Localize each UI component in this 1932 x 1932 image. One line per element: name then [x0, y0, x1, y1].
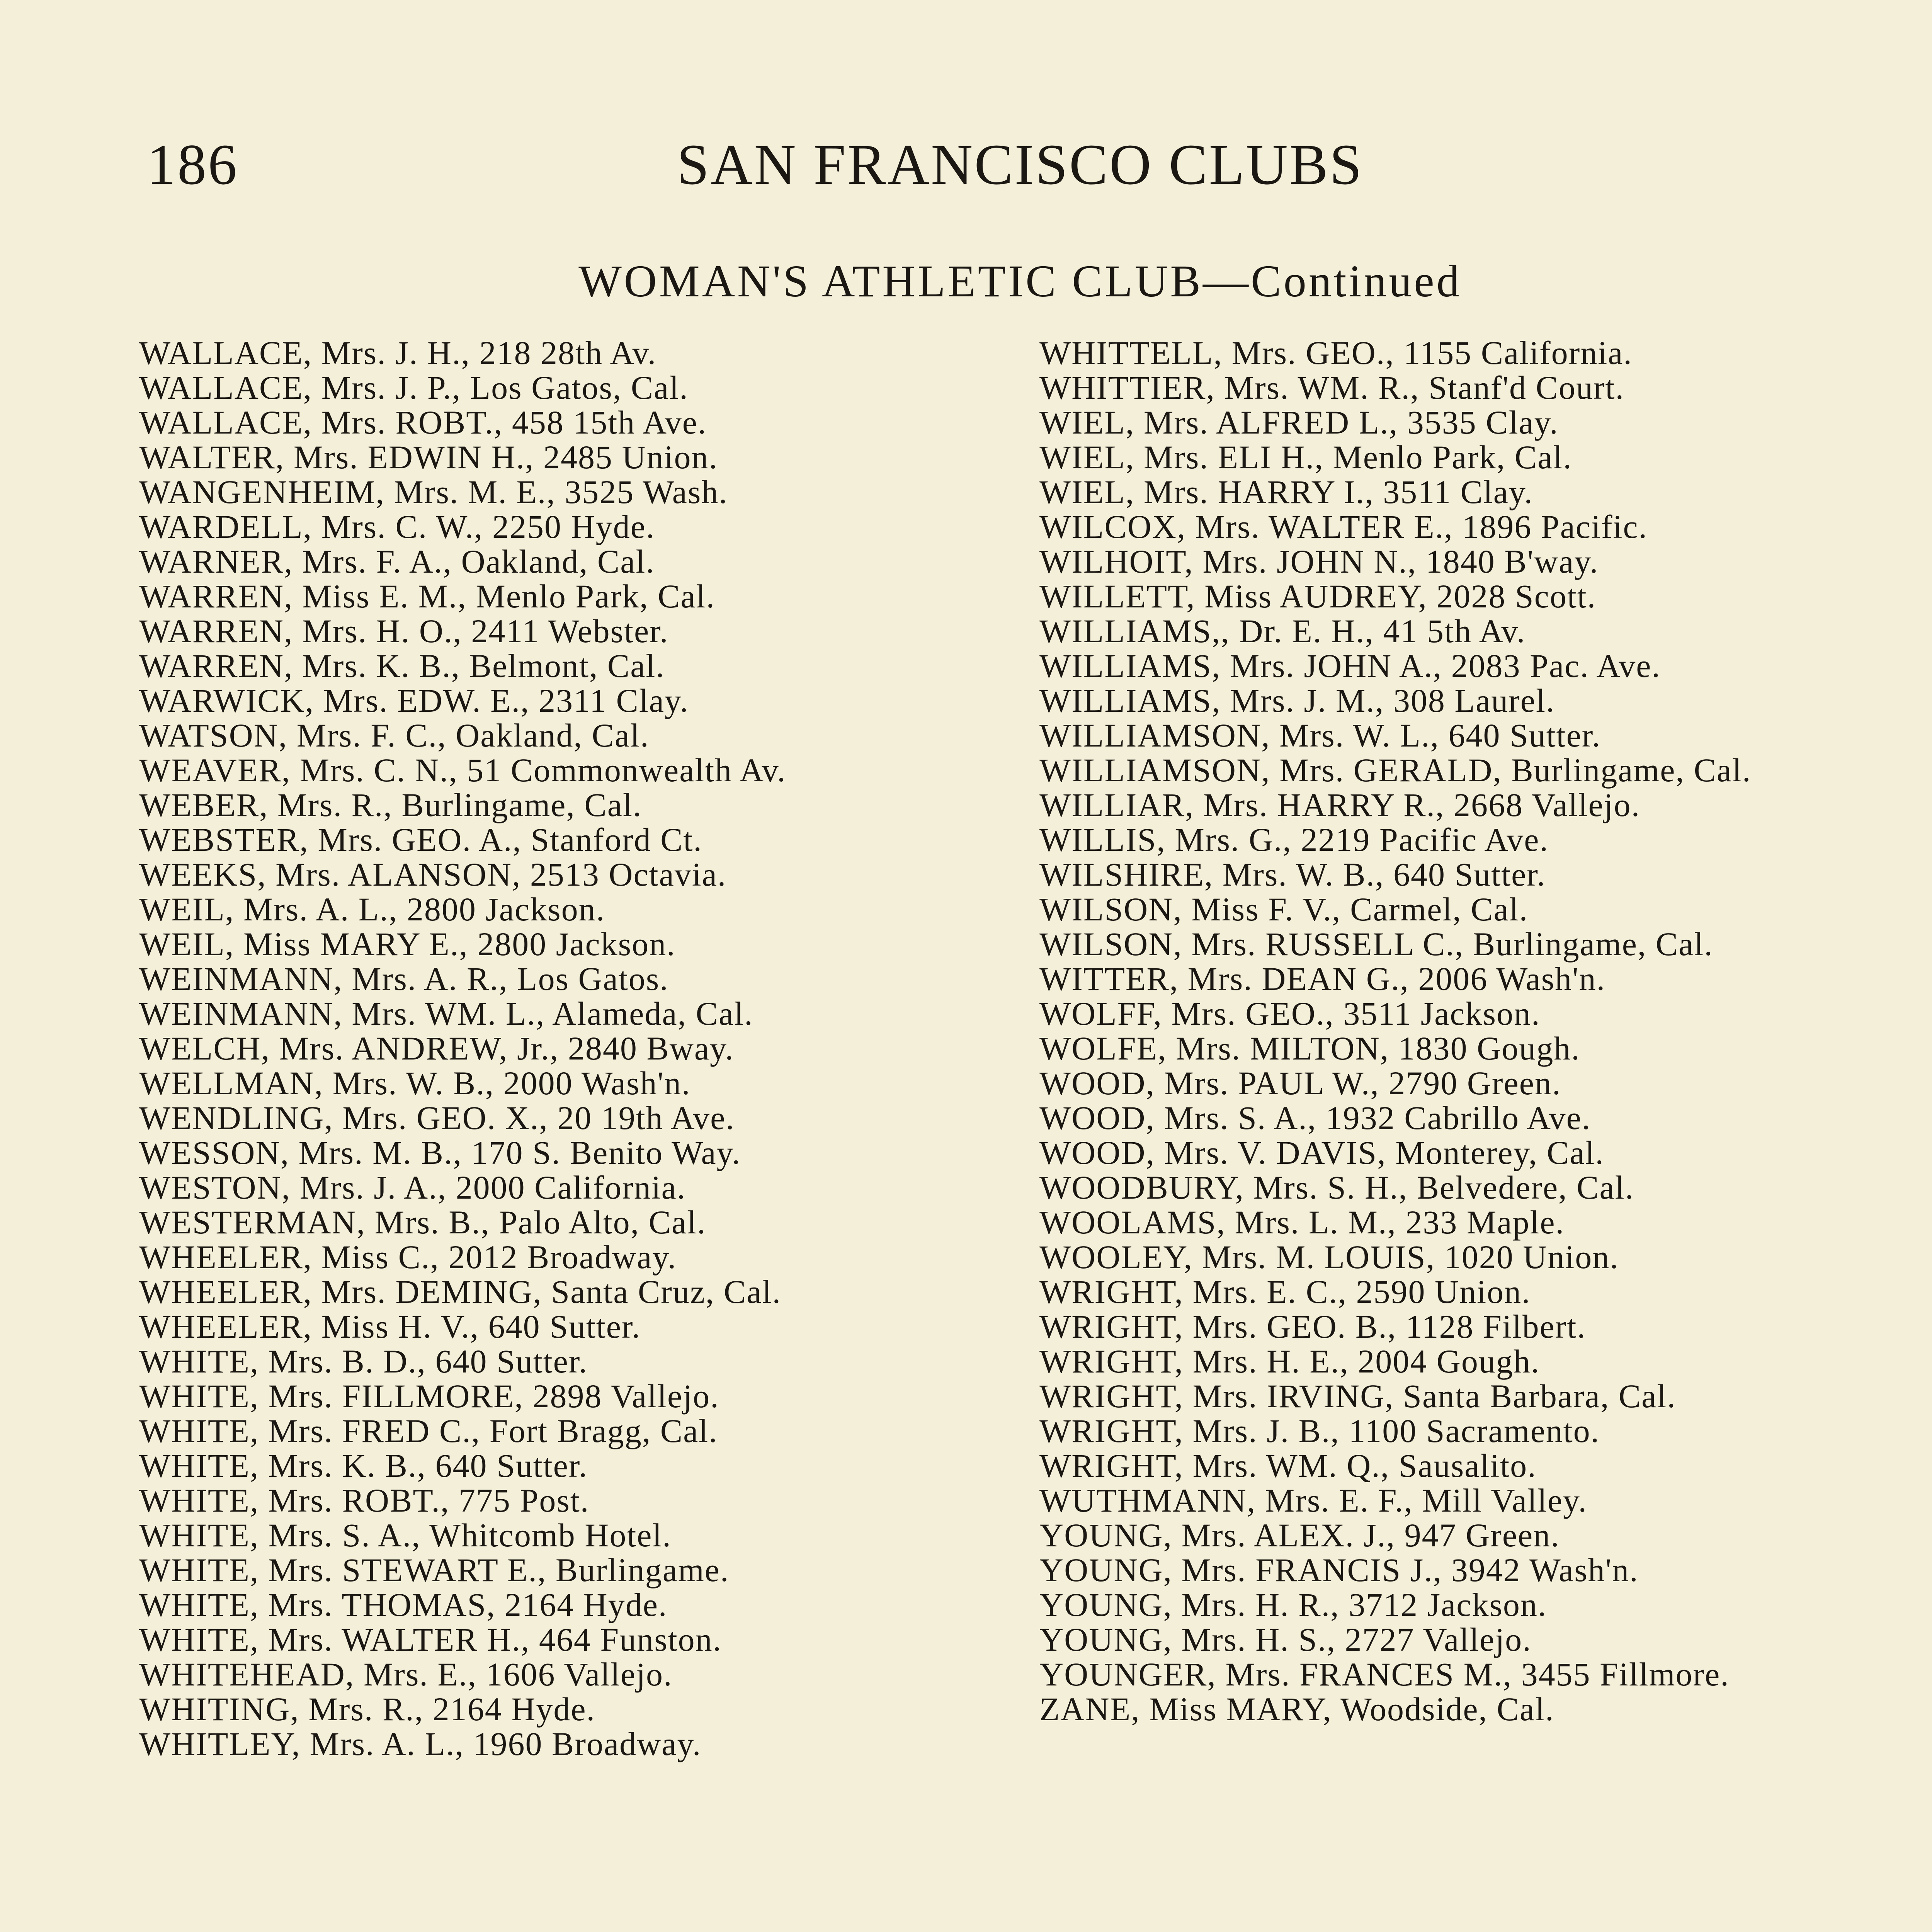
member-entry: WELCH, Mrs. ANDREW, Jr., 2840 Bway. — [139, 1030, 734, 1067]
member-entry: YOUNGER, Mrs. FRANCES M., 3455 Fillmore. — [1039, 1656, 1730, 1693]
member-entry: WRIGHT, Mrs. J. B., 1100 Sacramento. — [1039, 1412, 1600, 1449]
member-entry: WARREN, Mrs. H. O., 2411 Webster. — [139, 612, 669, 650]
member-entry: WALTER, Mrs. EDWIN H., 2485 Union. — [139, 439, 718, 476]
member-entry: WRIGHT, Mrs. E. C., 2590 Union. — [1039, 1273, 1531, 1310]
member-entry: WILHOIT, Mrs. JOHN N., 1840 B'way. — [1039, 543, 1599, 580]
member-entry: WHITE, Mrs. ROBT., 775 Post. — [139, 1482, 590, 1519]
member-entry: WHEELER, Mrs. DEMING, Santa Cruz, Cal. — [139, 1273, 781, 1310]
member-entry: WHITE, Mrs. FRED C., Fort Bragg, Cal. — [139, 1412, 718, 1449]
member-entry: WOLFE, Mrs. MILTON, 1830 Gough. — [1039, 1030, 1580, 1067]
member-entry: WALLACE, Mrs. ROBT., 458 15th Ave. — [139, 404, 707, 441]
member-entry: WOOD, Mrs. V. DAVIS, Monterey, Cal. — [1039, 1134, 1604, 1171]
member-entry: WARNER, Mrs. F. A., Oakland, Cal. — [139, 543, 655, 580]
member-entry: WOLFF, Mrs. GEO., 3511 Jackson. — [1039, 995, 1541, 1032]
member-entry: WILLIS, Mrs. G., 2219 Pacific Ave. — [1039, 821, 1549, 858]
member-entry: WHITE, Mrs. STEWART E., Burlingame. — [139, 1551, 730, 1588]
member-entry: WHITLEY, Mrs. A. L., 1960 Broadway. — [139, 1725, 702, 1762]
members-column-right — [1039, 336, 1889, 1727]
page-number: 186 — [147, 133, 238, 197]
member-entry: WOOD, Mrs. PAUL W., 2790 Green. — [1039, 1065, 1561, 1102]
member-entry: WHITING, Mrs. R., 2164 Hyde. — [139, 1690, 596, 1728]
member-entry: WARREN, Miss E. M., Menlo Park, Cal. — [139, 578, 715, 615]
member-entry: WILLETT, Miss AUDREY, 2028 Scott. — [1039, 578, 1597, 615]
member-entry: WRIGHT, Mrs. GEO. B., 1128 Filbert. — [1039, 1308, 1586, 1345]
member-entry: YOUNG, Mrs. ALEX. J., 947 Green. — [1039, 1517, 1560, 1554]
member-entry: WHITE, Mrs. FILLMORE, 2898 Vallejo. — [139, 1378, 719, 1415]
member-entry: WILCOX, Mrs. WALTER E., 1896 Pacific. — [1039, 508, 1648, 545]
member-entry: WHITE, Mrs. K. B., 640 Sutter. — [139, 1447, 588, 1484]
member-entry: WEINMANN, Mrs. A. R., Los Gatos. — [139, 960, 669, 997]
member-entry: WILLIAMS, Mrs. JOHN A., 2083 Pac. Ave. — [1039, 647, 1661, 684]
member-entry: WESTERMAN, Mrs. B., Palo Alto, Cal. — [139, 1204, 706, 1241]
member-entry: WOODBURY, Mrs. S. H., Belvedere, Cal. — [1039, 1169, 1634, 1206]
member-entry: WESSON, Mrs. M. B., 170 S. Benito Way. — [139, 1134, 741, 1171]
member-entry: WEIL, Mrs. A. L., 2800 Jackson. — [139, 891, 605, 928]
member-entry: WILLIAMSON, Mrs. W. L., 640 Sutter. — [1039, 717, 1601, 754]
member-entry: WHITE, Mrs. THOMAS, 2164 Hyde. — [139, 1586, 668, 1623]
member-entry: WEAVER, Mrs. C. N., 51 Commonwealth Av. — [139, 752, 786, 789]
member-entry: WHITTELL, Mrs. GEO., 1155 California. — [1039, 334, 1633, 371]
member-entry: WARDELL, Mrs. C. W., 2250 Hyde. — [139, 508, 655, 545]
member-entry: ZANE, Miss MARY, Woodside, Cal. — [1039, 1690, 1554, 1728]
member-entry: WIEL, Mrs. ELI H., Menlo Park, Cal. — [1039, 439, 1572, 476]
member-entry: WEINMANN, Mrs. WM. L., Alameda, Cal. — [139, 995, 753, 1032]
member-entry: WHITEHEAD, Mrs. E., 1606 Vallejo. — [139, 1656, 673, 1693]
member-entry: WIEL, Mrs. ALFRED L., 3535 Clay. — [1039, 404, 1559, 441]
running-head: SAN FRANCISCO CLUBS — [677, 133, 1364, 197]
member-entry: WHITTIER, Mrs. WM. R., Stanf'd Court. — [1039, 369, 1624, 406]
member-entry: WARWICK, Mrs. EDW. E., 2311 Clay. — [139, 682, 689, 719]
member-entry: WOOLEY, Mrs. M. LOUIS, 1020 Union. — [1039, 1238, 1619, 1276]
member-entry: WEBER, Mrs. R., Burlingame, Cal. — [139, 786, 642, 823]
member-entry: WILLIAMSON, Mrs. GERALD, Burlingame, Cal. — [1039, 752, 1752, 789]
member-entry: WELLMAN, Mrs. W. B., 2000 Wash'n. — [139, 1065, 691, 1102]
member-entry: WENDLING, Mrs. GEO. X., 20 19th Ave. — [139, 1099, 735, 1136]
member-entry: WIEL, Mrs. HARRY I., 3511 Clay. — [1039, 473, 1533, 510]
member-entry: WHITE, Mrs. WALTER H., 464 Funston. — [139, 1621, 722, 1658]
member-entry: WHITE, Mrs. B. D., 640 Sutter. — [139, 1343, 588, 1380]
member-entry: WUTHMANN, Mrs. E. F., Mill Valley. — [1039, 1482, 1587, 1519]
member-entry: WALLACE, Mrs. J. H., 218 28th Av. — [139, 334, 657, 371]
member-entry: WILSHIRE, Mrs. W. B., 640 Sutter. — [1039, 856, 1546, 893]
club-heading: WOMAN'S ATHLETIC CLUB—Continued — [578, 256, 1462, 306]
member-entry: WANGENHEIM, Mrs. M. E., 3525 Wash. — [139, 473, 728, 510]
member-entry: YOUNG, Mrs. H. R., 3712 Jackson. — [1039, 1586, 1547, 1623]
member-entry: WOOD, Mrs. S. A., 1932 Cabrillo Ave. — [1039, 1099, 1591, 1136]
member-entry: WHITE, Mrs. S. A., Whitcomb Hotel. — [139, 1517, 672, 1554]
member-entry: YOUNG, Mrs. H. S., 2727 Vallejo. — [1039, 1621, 1532, 1658]
members-column-left — [139, 336, 989, 1762]
member-entry: WILSON, Miss F. V., Carmel, Cal. — [1039, 891, 1529, 928]
member-entry: WEIL, Miss MARY E., 2800 Jackson. — [139, 925, 676, 963]
member-entry: WEBSTER, Mrs. GEO. A., Stanford Ct. — [139, 821, 702, 858]
member-entry: WILLIAR, Mrs. HARRY R., 2668 Vallejo. — [1039, 786, 1641, 823]
member-entry: WHEELER, Miss H. V., 640 Sutter. — [139, 1308, 641, 1345]
member-entry: WALLACE, Mrs. J. P., Los Gatos, Cal. — [139, 369, 689, 406]
member-entry: YOUNG, Mrs. FRANCIS J., 3942 Wash'n. — [1039, 1551, 1639, 1588]
member-entry: WRIGHT, Mrs. H. E., 2004 Gough. — [1039, 1343, 1540, 1380]
member-entry: WILLIAMS,, Dr. E. H., 41 5th Av. — [1039, 612, 1526, 650]
member-entry: WHEELER, Miss C., 2012 Broadway. — [139, 1238, 677, 1276]
member-entry: WARREN, Mrs. K. B., Belmont, Cal. — [139, 647, 665, 684]
member-entry: WILLIAMS, Mrs. J. M., 308 Laurel. — [1039, 682, 1555, 719]
page-header — [147, 131, 1893, 224]
member-entry: WITTER, Mrs. DEAN G., 2006 Wash'n. — [1039, 960, 1606, 997]
member-entry: WEEKS, Mrs. ALANSON, 2513 Octavia. — [139, 856, 727, 893]
member-entry: WILSON, Mrs. RUSSELL C., Burlingame, Cal. — [1039, 925, 1713, 963]
member-entry: WOOLAMS, Mrs. L. M., 233 Maple. — [1039, 1204, 1565, 1241]
member-entry: WRIGHT, Mrs. IRVING, Santa Barbara, Cal. — [1039, 1378, 1676, 1415]
member-entry: WRIGHT, Mrs. WM. Q., Sausalito. — [1039, 1447, 1537, 1484]
member-entry: WESTON, Mrs. J. A., 2000 California. — [139, 1169, 686, 1206]
member-entry: WATSON, Mrs. F. C., Oakland, Cal. — [139, 717, 650, 754]
